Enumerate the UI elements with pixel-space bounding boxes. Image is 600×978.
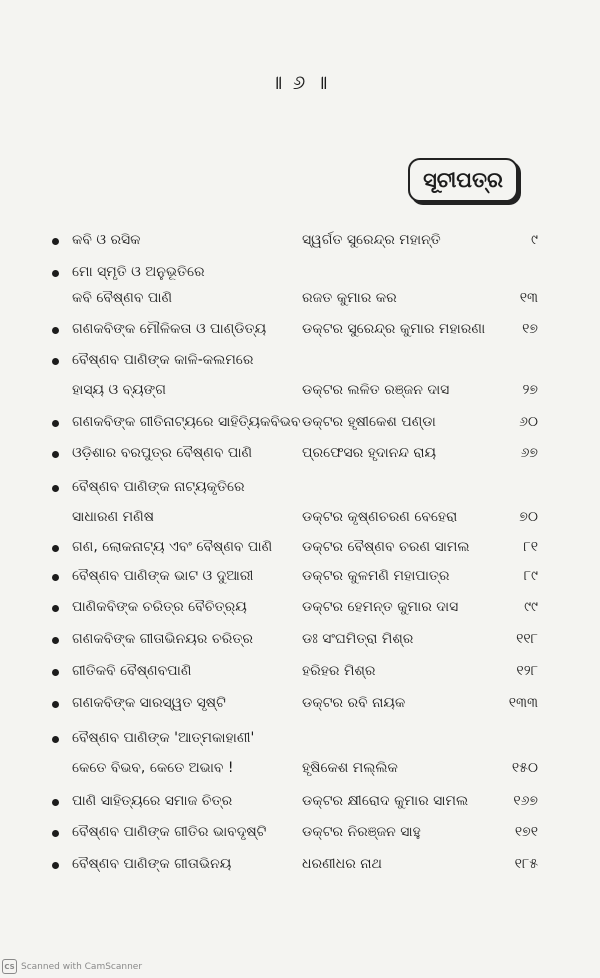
entry-page-number: ୧୬୭	[513, 793, 538, 809]
entry-page-number: ୯	[531, 232, 538, 248]
entry-title: ଗଣକବିଙ୍କ ସାରସ୍ୱତ ସୃଷ୍ଟି	[72, 695, 226, 711]
toc-entry	[0, 597, 600, 623]
toc-entry	[0, 854, 600, 880]
bullet-icon	[52, 451, 59, 458]
entry-author: ଡଃ ସଂଘମିତ୍ରା ମିଶ୍ର	[302, 631, 414, 647]
entry-page-number: ୬୭	[520, 445, 538, 461]
scanner-watermark	[2, 959, 142, 974]
camscanner-icon: CS	[2, 959, 17, 974]
bullet-icon	[52, 637, 59, 644]
toc-entry	[0, 319, 600, 345]
bullet-icon	[52, 485, 59, 492]
entry-title: ବୈଷ୍ଣବ ପାଣିଙ୍କ ଭାଟ ଓ ଦୁଆରୀ	[72, 568, 254, 584]
entry-page-number: ୯୯	[524, 599, 538, 615]
entry-title: ବୈଷ୍ଣବ ପାଣିଙ୍କ ଗୀତିର ଭାବଦୃଷ୍ଟି	[72, 824, 267, 840]
entry-title: କେତେ ବିଭବ, କେତେ ଅଭାବ !	[72, 760, 234, 776]
entry-title: ଗଣକବିଙ୍କ ଗୀତାଭିନୟର ଚରିତ୍ର	[72, 631, 253, 647]
entry-title: ଗଣ, ଲୋକନାଟ୍ୟ ଏବଂ ବୈଷ୍ଣବ ପାଣି	[72, 539, 273, 555]
bullet-icon	[52, 669, 59, 676]
entry-page-number: ୧୧୮	[516, 631, 538, 647]
entry-page-number: ୨୭	[522, 382, 538, 398]
bullet-icon	[52, 862, 59, 869]
entry-author: ରଜତ କୁମାର କର	[302, 290, 397, 306]
entry-title: ଓଡ଼ିଶାର ବରପୁତ୍ର ବୈଷ୍ଣବ ପାଣି	[72, 445, 253, 461]
toc-entry	[0, 350, 600, 376]
entry-page-number: ୮୧	[523, 539, 538, 555]
bullet-icon	[52, 420, 59, 427]
toc-entry	[0, 537, 600, 563]
toc-entry	[0, 758, 600, 784]
entry-author: ଡକ୍ଟର ରବି ନାୟକ	[302, 695, 406, 711]
entry-author: ସ୍ୱର୍ଗତ ସୁରେନ୍ଦ୍ର ମହାନ୍ତି	[302, 232, 441, 248]
entry-title: ପାଣି ସାହିତ୍ୟରେ ସମାଜ ଚିତ୍ର	[72, 793, 233, 809]
entry-title: ଗୀତିକବି ବୈଷ୍ଣବପାଣି	[72, 663, 192, 679]
bullet-icon	[52, 830, 59, 837]
toc-entry	[0, 693, 600, 719]
toc-entry	[0, 728, 600, 754]
entry-author: ହରିହର ମିଶ୍ର	[302, 663, 376, 679]
toc-entry	[0, 822, 600, 848]
toc-entry	[0, 477, 600, 503]
bullet-icon	[52, 270, 59, 277]
entry-title: ହାସ୍ୟ ଓ ବ୍ୟଙ୍ଗ	[72, 382, 167, 398]
entry-title: ବୈଷ୍ଣବ ପାଣିଙ୍କ ନାଟ୍ୟକୃତିରେ	[72, 479, 245, 495]
toc-entry	[0, 380, 600, 406]
entry-author: ପ୍ରଫେସର ହୃଦାନନ୍ଦ ରାୟ	[302, 445, 437, 461]
entry-author: ଡକ୍ଟର କୁଳମଣି ମହାପାତ୍ର	[302, 568, 450, 584]
entry-author: ଡକ୍ଟର କ୍ଷୀରୋଦ କୁମାର ସାମଲ	[302, 793, 469, 809]
entry-page-number: ୮୯	[523, 568, 538, 584]
watermark-text: Scanned with CamScanner	[21, 961, 143, 972]
entry-page-number: ୧୮୫	[514, 856, 538, 872]
entry-title: ସାଧାରଣ ମଣିଷ	[72, 509, 155, 525]
toc-entry	[0, 288, 600, 314]
entry-title: ବୈଷ୍ଣବ ପାଣିଙ୍କ 'ଆତ୍ମକାହାଣୀ'	[72, 730, 255, 746]
entry-title: ଗଣକବିଙ୍କ ଗୀତିନାଟ୍ୟରେ ସାହିତ୍ୟିକବିଭବ	[72, 414, 301, 430]
entry-page-number: ୧୩	[519, 290, 538, 306]
bullet-icon	[52, 736, 59, 743]
entry-title: ମୋ ସ୍ମୃତି ଓ ଅନୁଭୂତିରେ	[72, 264, 205, 280]
bullet-icon	[52, 799, 59, 806]
entry-title: ପାଣିକବିଙ୍କ ଚରିତ୍ର ବୈଚିତ୍ର୍ୟ	[72, 599, 247, 615]
entry-author: ଡକ୍ଟର ନିରଞ୍ଜନ ସାହୁ	[302, 824, 421, 840]
entry-author: ଧରଣୀଧର ନାଥ	[302, 856, 382, 872]
entry-page-number: ୬୦	[519, 414, 538, 430]
toc-entry	[0, 661, 600, 687]
entry-title: କବି ବୈଷ୍ଣବ ପାଣି	[72, 290, 173, 306]
toc-entry	[0, 443, 600, 469]
bullet-icon	[52, 545, 59, 552]
bullet-icon	[52, 574, 59, 581]
entry-author: ଡକ୍ଟର ସୁରେନ୍ଦ୍ର କୁମାର ମହାରଣା	[302, 321, 486, 337]
toc-entry	[0, 629, 600, 655]
entry-author: ଡକ୍ଟର ଲଳିତ ରଞ୍ଜନ ଦାସ	[302, 382, 450, 398]
entry-title: ବୈଷ୍ଣବ ପାଣିଙ୍କ କାଳି-କଲମରେ	[72, 352, 254, 368]
toc-entry	[0, 412, 600, 438]
toc-entry	[0, 566, 600, 592]
entry-title: କବି ଓ ରସିକ	[72, 232, 141, 248]
toc-entry	[0, 791, 600, 817]
toc-entry	[0, 262, 600, 288]
entry-page-number: ୧୨୮	[516, 663, 538, 679]
bullet-icon	[52, 327, 59, 334]
toc-entry	[0, 507, 600, 533]
entry-author: ଡକ୍ଟର ବୈଷ୍ଣବ ଚରଣ ସାମଲ	[302, 539, 470, 555]
bullet-icon	[52, 701, 59, 708]
entry-author: ହୃଷିକେଶ ମଲ୍ଲିକ	[302, 760, 398, 776]
entry-title: ଗଣକବିଙ୍କ ମୌଳିକତା ଓ ପାଣ୍ଡିତ୍ୟ	[72, 321, 267, 337]
bullet-icon	[52, 605, 59, 612]
entry-page-number: ୧୭	[522, 321, 538, 337]
entry-title: ବୈଷ୍ଣବ ପାଣିଙ୍କ ଗୀତାଭିନୟ	[72, 856, 232, 872]
entry-author: ଡକ୍ଟର ହୃଷୀକେଶ ପଣ୍ଡା	[302, 414, 436, 430]
entry-page-number: ୧୫୦	[511, 760, 538, 776]
bullet-icon	[52, 358, 59, 365]
entry-page-number: ୧୩୩	[508, 695, 538, 711]
toc-heading-text: ସୂଚୀପତ୍ର	[423, 167, 503, 192]
entry-page-number: ୭୦	[519, 509, 538, 525]
entry-author: ଡକ୍ଟର ହେମନ୍ତ କୁମାର ଦାସ	[302, 599, 459, 615]
bullet-icon	[52, 238, 59, 245]
toc-entry	[0, 230, 600, 256]
entry-author: ଡକ୍ଟର କୃଷ୍ଣଚରଣ ବେହେରା	[302, 509, 458, 525]
page-number: ॥ ୬ ॥	[270, 70, 330, 94]
toc-heading	[408, 158, 518, 202]
entry-page-number: ୧୭୧	[514, 824, 538, 840]
